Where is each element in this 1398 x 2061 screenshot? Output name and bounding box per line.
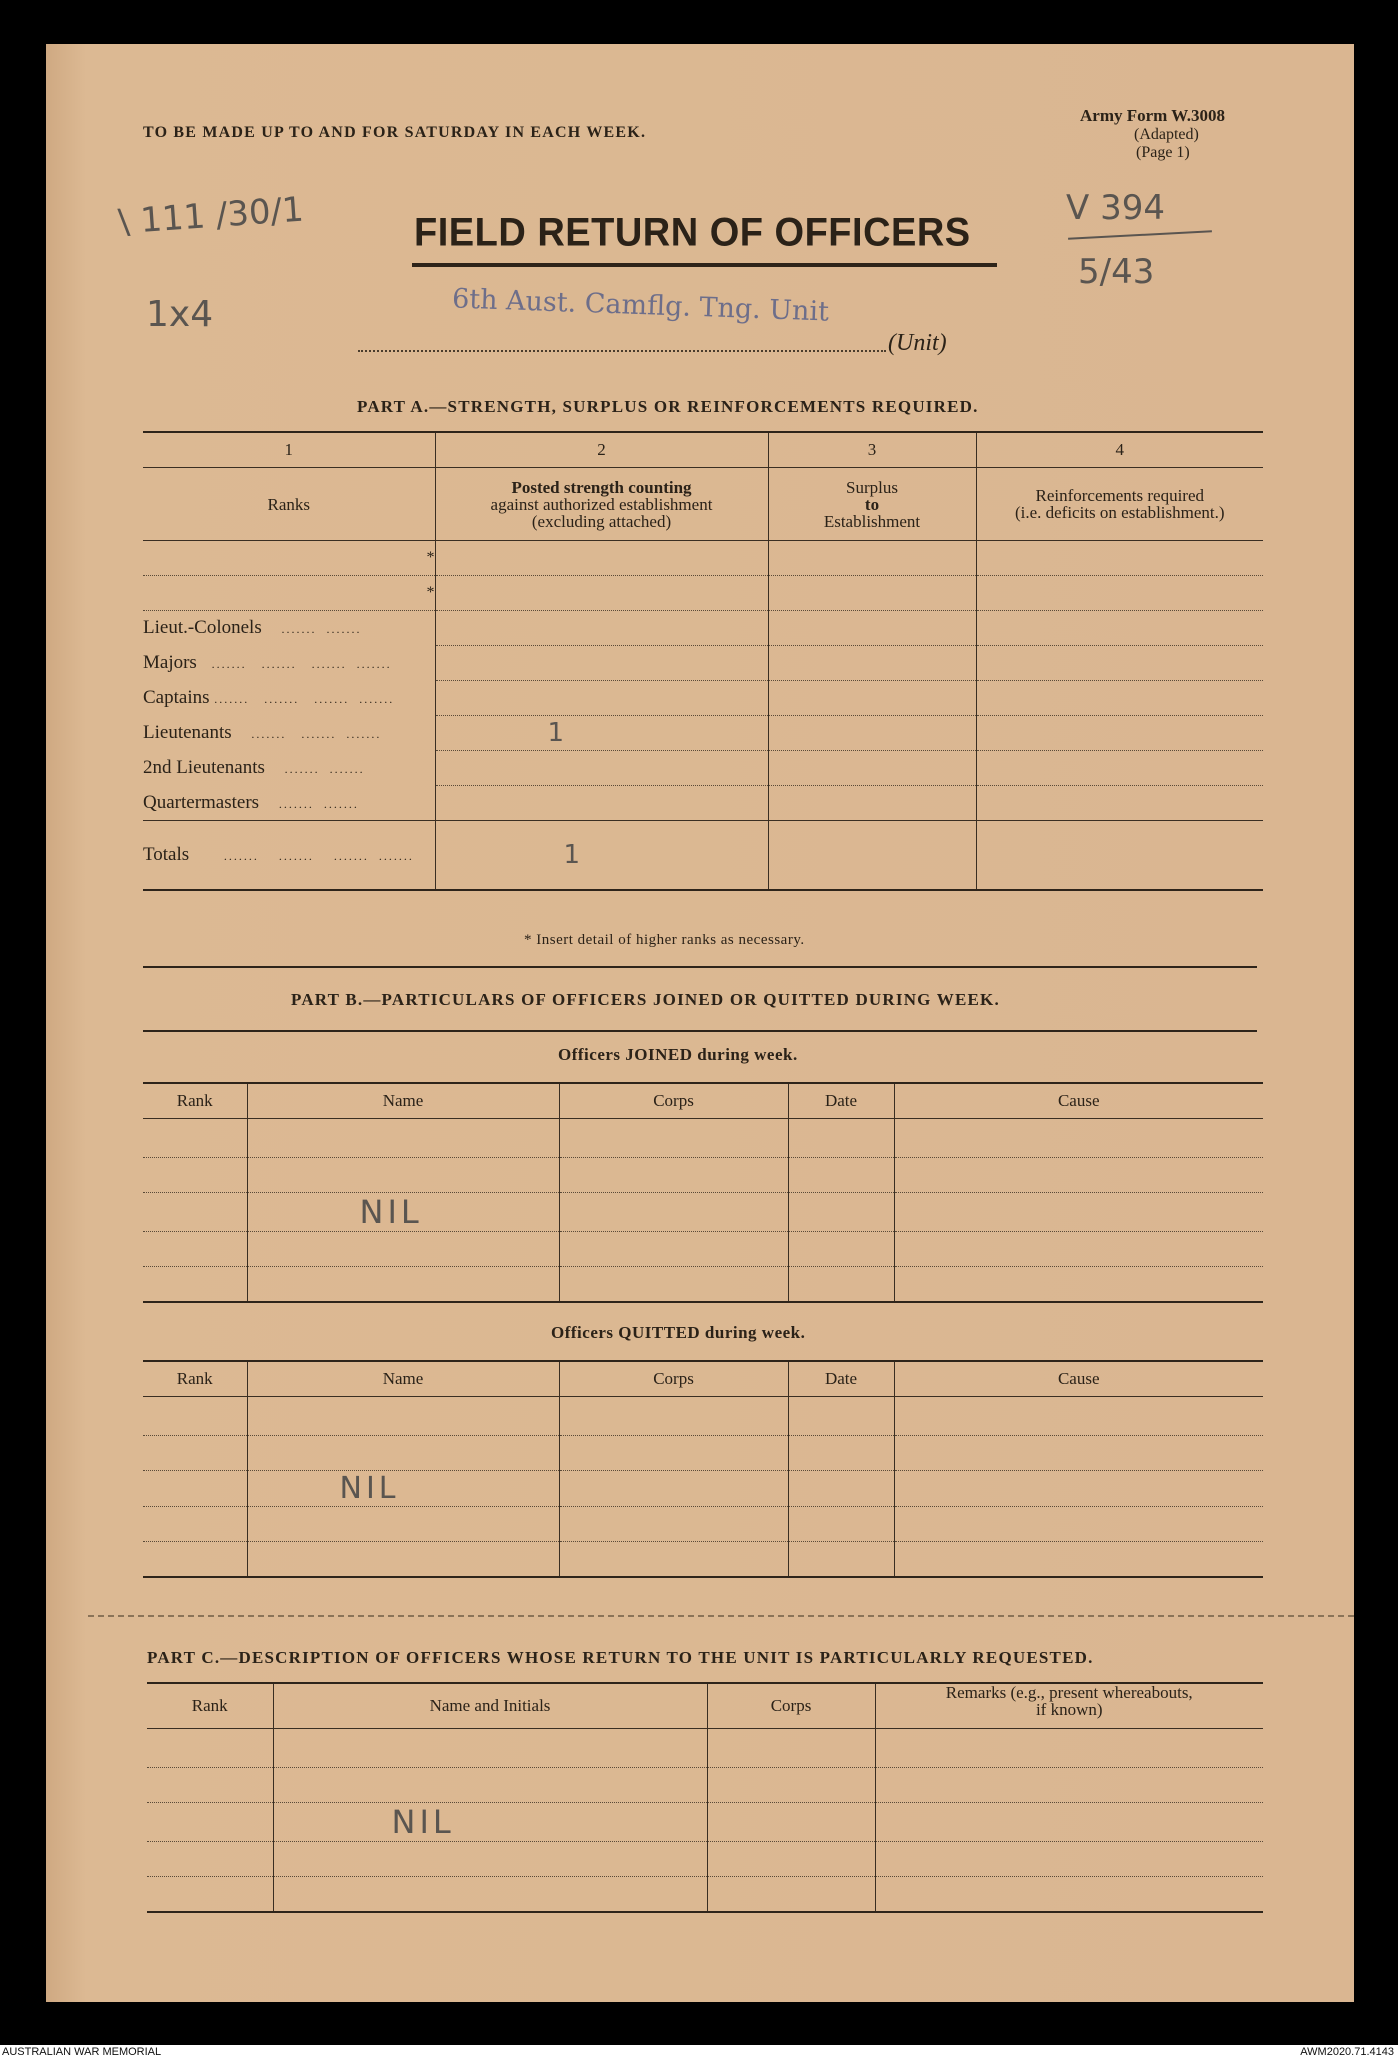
header-reinforcements: Reinforcements required (i.e. deficits on establishment.)	[976, 468, 1263, 541]
joined-table	[143, 1084, 1263, 1303]
joined-col-cause: Cause	[894, 1084, 1263, 1119]
table-row	[143, 751, 1263, 786]
rank-majors: Majors ....... ....... ....... .......	[143, 646, 435, 681]
part-b-rule	[143, 1030, 1257, 1032]
table-row	[143, 1507, 1263, 1542]
table-row	[147, 1803, 1263, 1842]
form-page: (Page 1)	[1136, 144, 1190, 161]
footer-bar	[0, 2045, 1398, 2061]
annotation-right-top: V 394	[1066, 188, 1165, 228]
annotation-left-top: \ 111 /30/1	[116, 189, 305, 243]
header-posted: Posted strength counting against authorized establishment (excluding attached)	[435, 468, 768, 541]
form-adapted: (Adapted)	[1134, 126, 1199, 143]
table-row	[143, 1397, 1263, 1436]
annotation-right-bottom: 5/43	[1078, 252, 1155, 292]
table-row	[143, 1542, 1263, 1578]
footer-left: AUSTRALIAN WAR MEMORIAL	[2, 2046, 162, 2058]
part-c-table	[147, 1684, 1263, 1913]
part-c-col-corps: Corps	[707, 1684, 875, 1729]
joined-nil: NIL	[247, 1193, 559, 1232]
table-row	[143, 1436, 1263, 1471]
page-title: FIELD RETURN OF OFFICERS	[414, 210, 971, 256]
part-a-bottom-rule	[143, 966, 1257, 968]
part-a-footnote: * Insert detail of higher ranks as necessary.	[524, 932, 805, 948]
table-row	[143, 786, 1263, 821]
title-underline	[412, 263, 997, 267]
perforation-line	[88, 1615, 1354, 1617]
col-number-3: 3	[768, 433, 976, 468]
table-row	[143, 541, 1263, 576]
table-row	[143, 576, 1263, 611]
joined-col-rank: Rank	[143, 1084, 247, 1119]
quitted-col-cause: Cause	[894, 1362, 1263, 1397]
footer-right: AWM2020.71.4143	[1300, 2046, 1394, 2058]
header-surplus: Surplus to Establishment	[768, 468, 976, 541]
quitted-table	[143, 1362, 1263, 1578]
joined-title: Officers JOINED during week.	[558, 1045, 798, 1064]
part-c-col-remarks: Remarks (e.g., present whereabouts, if known)	[875, 1684, 1263, 1729]
rank-lieutenants: Lieutenants ....... ....... .......	[143, 716, 435, 751]
table-row	[143, 1232, 1263, 1267]
form-number: Army Form W.3008	[1080, 106, 1225, 125]
quitted-col-name: Name	[247, 1362, 559, 1397]
table-row	[143, 1267, 1263, 1303]
quitted-nil: NIL	[247, 1471, 559, 1507]
joined-col-corps: Corps	[559, 1084, 788, 1119]
table-row	[143, 1471, 1263, 1507]
table-row	[143, 1158, 1263, 1193]
joined-col-date: Date	[788, 1084, 894, 1119]
unit-stamp: 6th Aust. Camflg. Tng. Unit	[451, 283, 830, 328]
part-c-title: PART C.—DESCRIPTION OF OFFICERS WHOSE RETURN TO THE UNIT IS PARTICULARLY REQUESTED.	[147, 1648, 1094, 1667]
quitted-title: Officers QUITTED during week.	[551, 1323, 806, 1342]
table-row	[147, 1729, 1263, 1768]
part-b-title: PART B.—PARTICULARS OF OFFICERS JOINED OR QUITTED DURING WEEK.	[291, 990, 1000, 1009]
table-row	[143, 1193, 1263, 1232]
unit-line	[358, 350, 886, 352]
rank-quartermasters: Quartermasters ....... .......	[143, 786, 435, 821]
part-c-col-name: Name and Initials	[273, 1684, 707, 1729]
header-ranks: Ranks	[143, 468, 435, 541]
quitted-col-date: Date	[788, 1362, 894, 1397]
part-a-title: PART A.—STRENGTH, SURPLUS OR REINFORCEMENTS REQUIRED.	[357, 397, 979, 416]
table-row	[143, 716, 1263, 751]
quitted-col-corps: Corps	[559, 1362, 788, 1397]
table-row	[143, 681, 1263, 716]
totals-posted: 1	[435, 821, 768, 891]
annotation-left-bottom: 1x4	[146, 294, 214, 335]
table-row	[147, 1877, 1263, 1913]
star-marker: *	[143, 541, 435, 576]
totals-row	[143, 821, 1263, 891]
rank-captains: Captains ....... ....... ....... .......	[143, 681, 435, 716]
quitted-col-rank: Rank	[143, 1362, 247, 1397]
table-row	[147, 1768, 1263, 1803]
unit-label: (Unit)	[888, 330, 947, 356]
col-number-1: 1	[143, 433, 435, 468]
col-number-2: 2	[435, 433, 768, 468]
star-marker: *	[143, 576, 435, 611]
part-c-col-rank: Rank	[147, 1684, 273, 1729]
rank-2nd-lieutenants: 2nd Lieutenants ....... .......	[143, 751, 435, 786]
table-row	[147, 1842, 1263, 1877]
table-row	[143, 611, 1263, 646]
table-row	[143, 646, 1263, 681]
part-c-nil: NIL	[273, 1803, 707, 1842]
joined-col-name: Name	[247, 1084, 559, 1119]
lieutenants-posted: 1	[435, 716, 768, 751]
rank-lieut-colonels: Lieut.-Colonels ....... .......	[143, 611, 435, 646]
instruction-text: TO BE MADE UP TO AND FOR SATURDAY IN EACH WEEK.	[143, 124, 647, 141]
totals-label: Totals ....... ....... ....... .......	[143, 821, 435, 891]
table-row	[143, 1119, 1263, 1158]
col-number-4: 4	[976, 433, 1263, 468]
part-a-table	[143, 433, 1263, 891]
